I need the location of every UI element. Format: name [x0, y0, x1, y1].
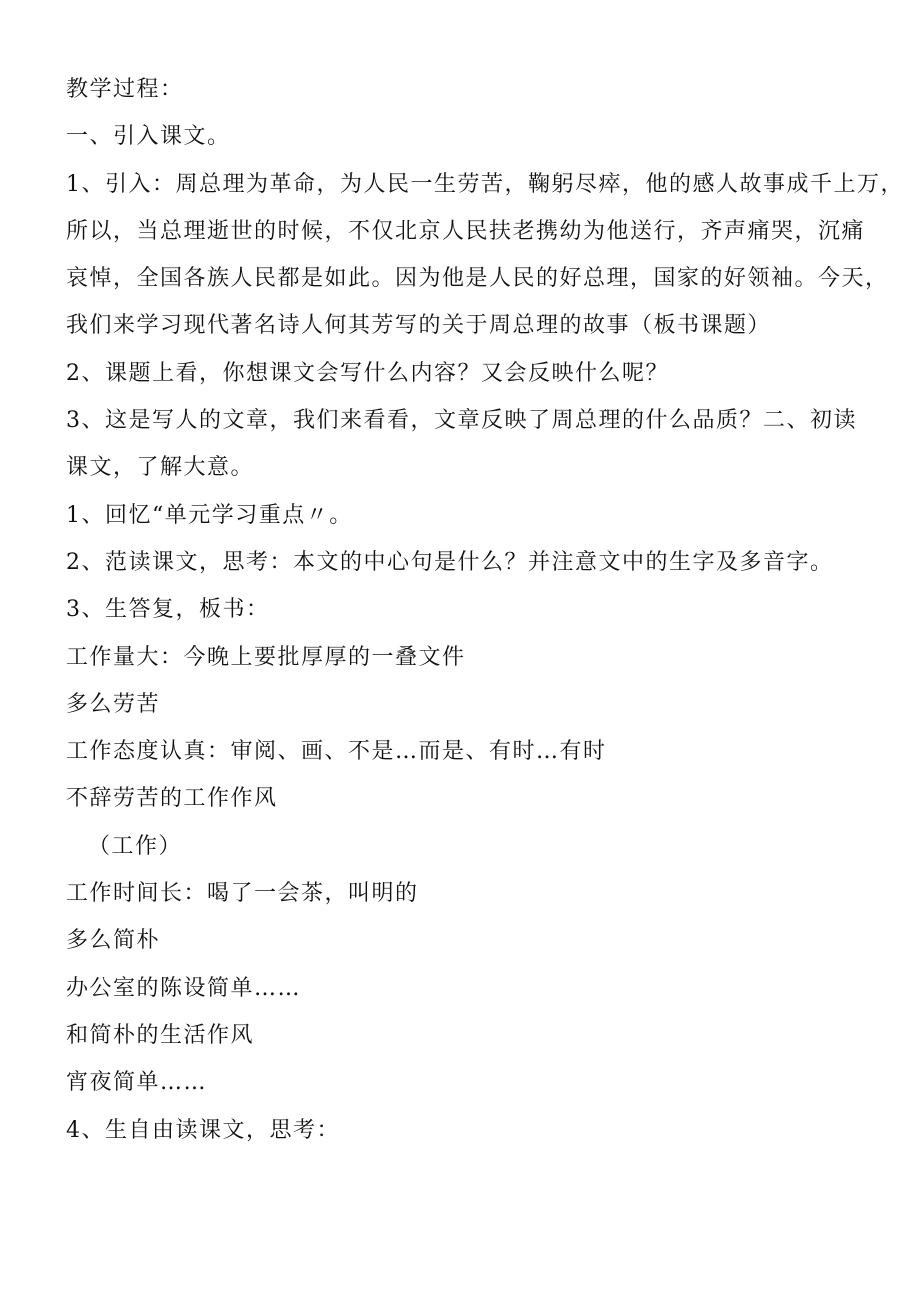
- text-line: 工作态度认真：审阅、画、不是…而是、有时…有时: [66, 739, 607, 765]
- text-line: 课文，了解大意。: [66, 455, 255, 481]
- document-body: [66, 66, 904, 1154]
- text-line: 宵夜简单……: [66, 1070, 208, 1096]
- text-line: 工作时间长：喝了一会茶，叫明的: [66, 881, 419, 907]
- text-line: 多么劳苦: [66, 691, 161, 717]
- text-line-indented: （工作）: [88, 833, 183, 859]
- text-line: 3、这是写人的文章，我们来看看，文章反映了周总理的什么品质？二、初读: [66, 408, 857, 434]
- text-line-section-1: 一、引入课文。: [66, 124, 231, 150]
- text-line: 4、生自由读课文，思考：: [66, 1117, 340, 1143]
- text-line: 和简朴的生活作风: [66, 1022, 255, 1048]
- text-line: 不辞劳苦的工作作风: [66, 786, 278, 812]
- text-line: 哀悼，全国各族人民都是如此。因为他是人民的好总理，国家的好领袖。今天，: [66, 266, 889, 292]
- text-line: 2、课题上看，你想课文会写什么内容？又会反映什么呢？: [66, 360, 669, 386]
- text-line: 1、回忆“单元学习重点〃。: [66, 502, 353, 528]
- text-line: 办公室的陈设简单……: [66, 975, 302, 1001]
- text-line: 1、引入：周总理为革命，为人民一生劳苦，鞠躬尽瘁，他的感人故事成千上万，: [66, 171, 904, 197]
- text-line: 3、生答复，板书：: [66, 597, 270, 623]
- text-line: 2、范读课文，思考：本文的中心句是什么？并注意文中的生字及多音字。: [66, 549, 834, 575]
- text-line-heading: 教学过程：: [66, 77, 184, 102]
- text-line: 多么简朴: [66, 928, 161, 954]
- text-line: 所以，当总理逝世的时候，不仅北京人民扶老携幼为他送行，齐声痛哭，沉痛: [66, 218, 866, 244]
- text-line: 我们来学习现代著名诗人何其芳写的关于周总理的故事（板书课题）: [66, 313, 772, 339]
- text-line: 工作量大：今晚上要批厚厚的一叠文件: [66, 644, 466, 670]
